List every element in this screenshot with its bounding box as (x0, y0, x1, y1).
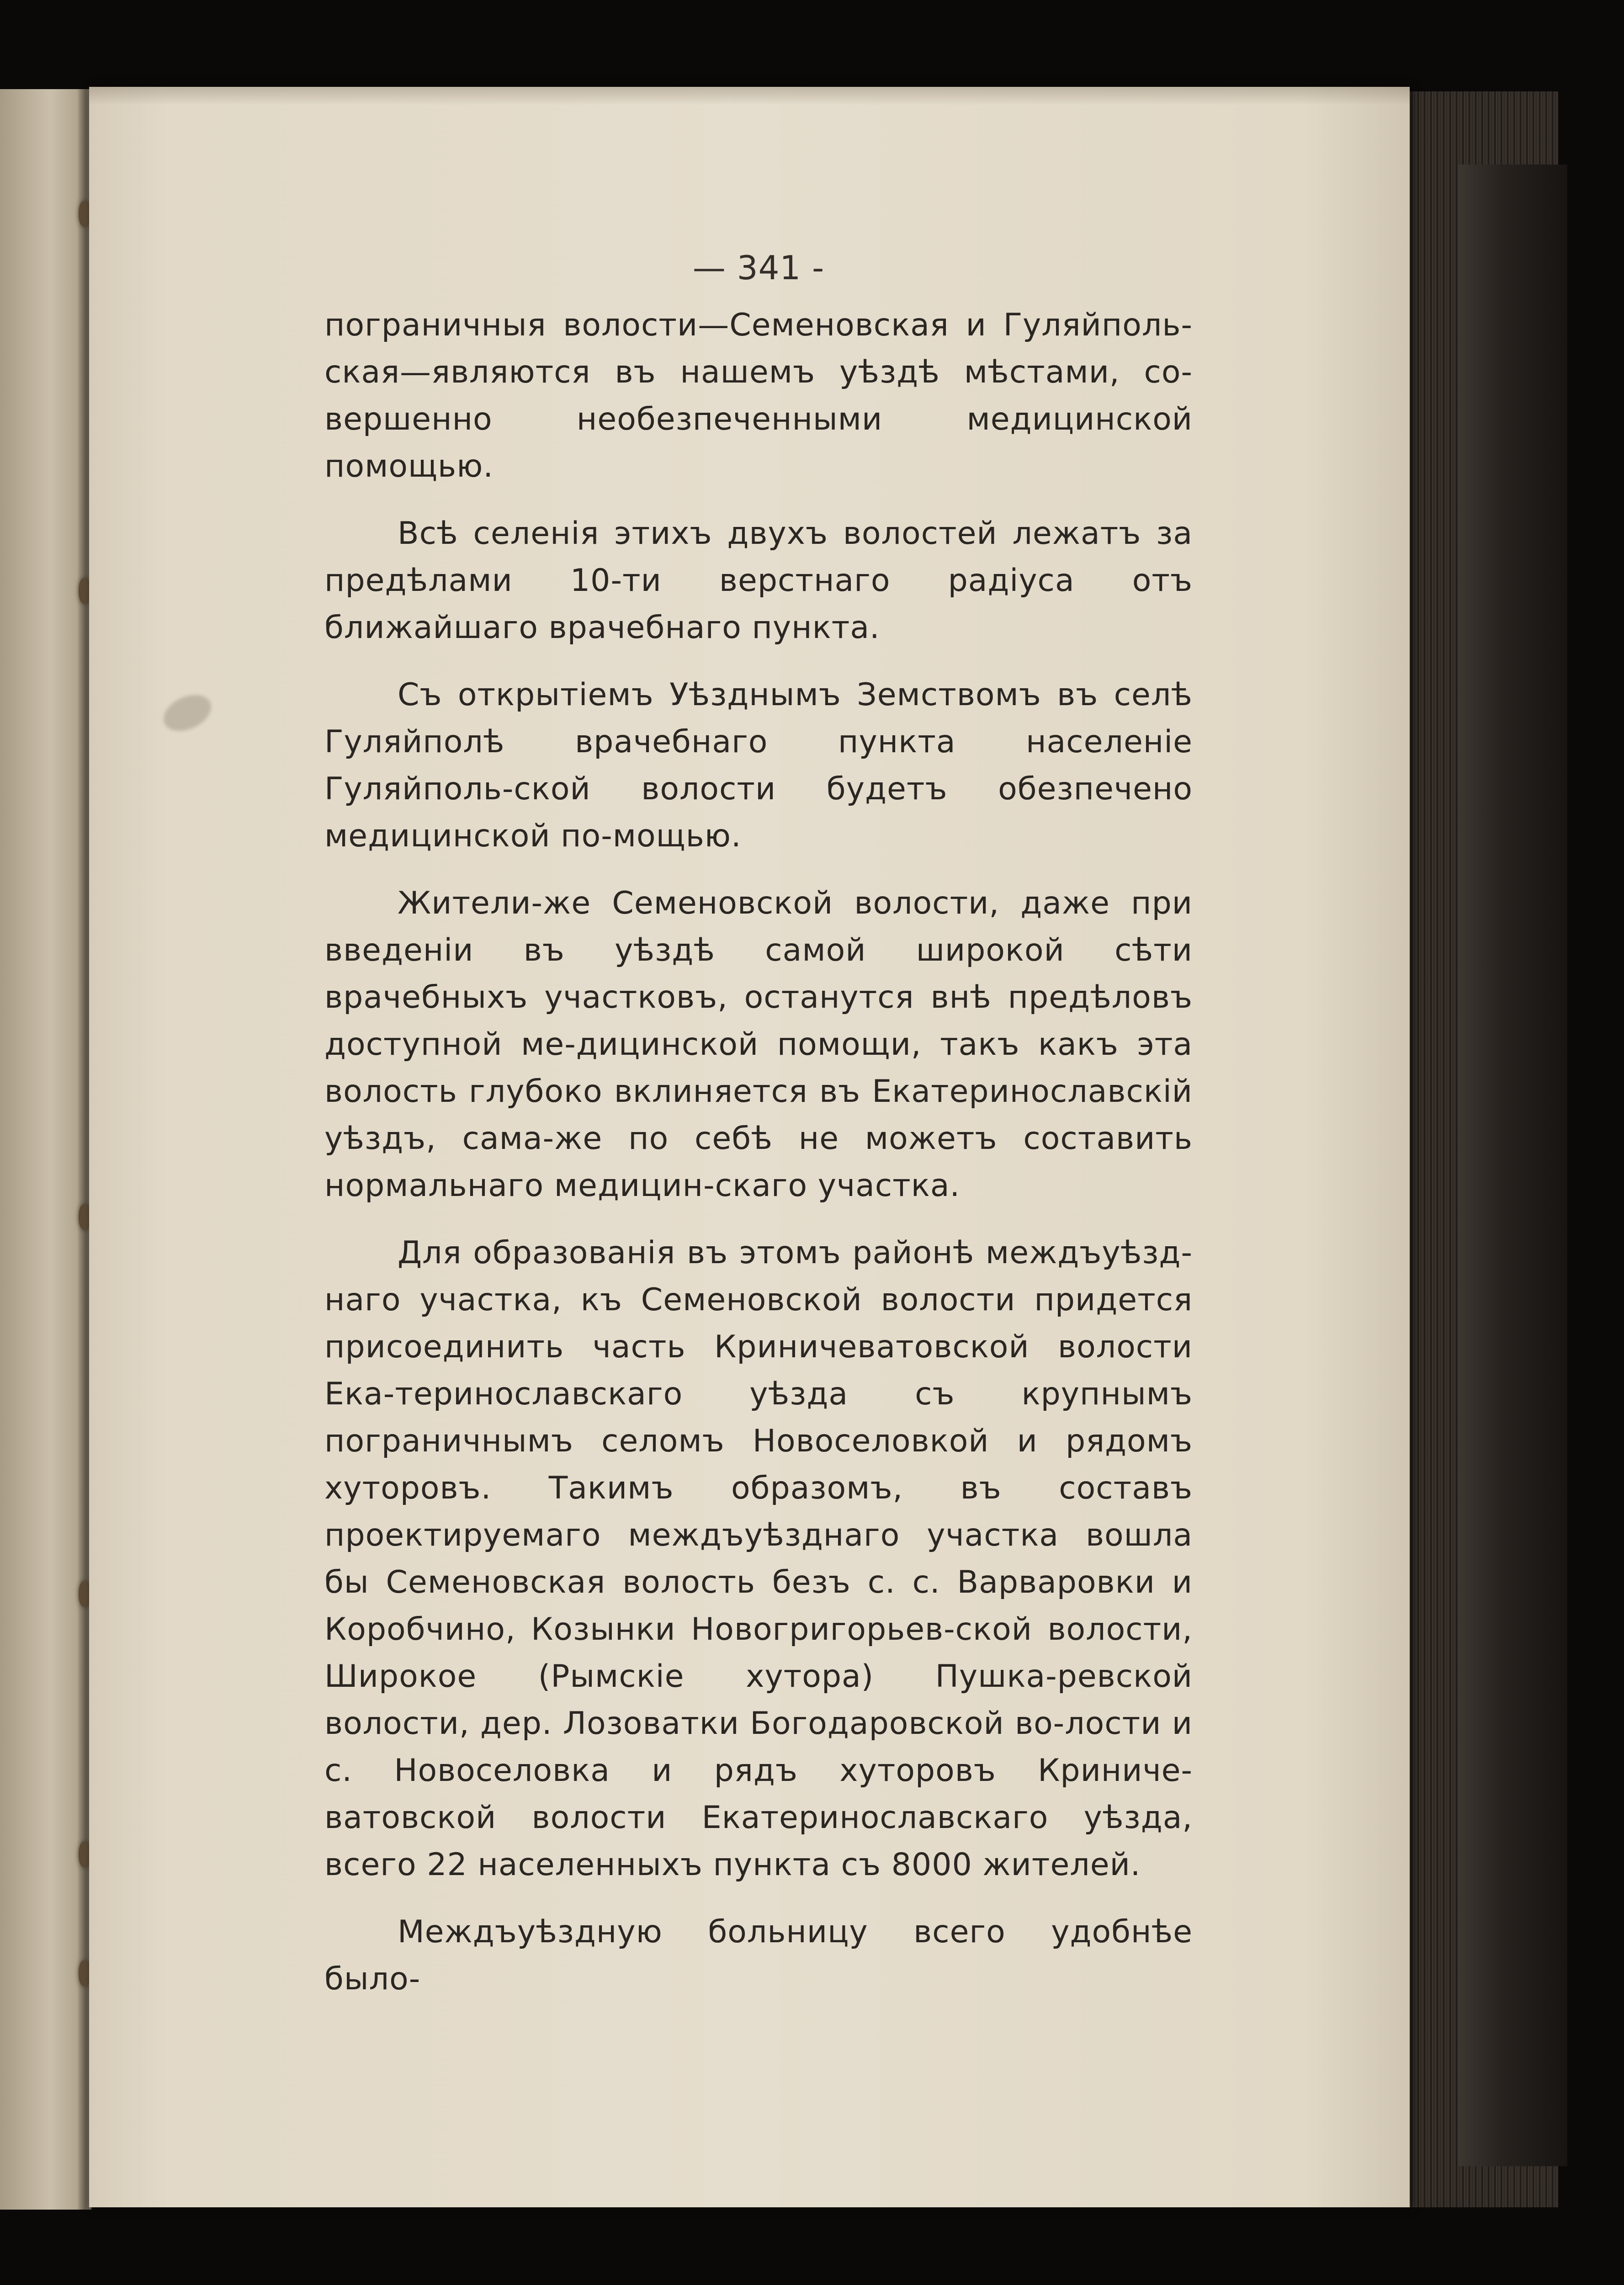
page-text (324, 244, 1193, 2023)
paragraph-4: Жители-же Семеновской волости, даже при введеніи въ уѣздѣ самой широкой сѣти врачебныхъ участковъ, останутся внѣ предѣловъ доступной ме-дицинской помощи, такъ какъ эта волость глубоко вклиняется въ Екатеринославскій уѣздъ, сама-же по себѣ не можетъ составить нормальнаго медицин-скаго участка. (324, 885, 1193, 1204)
paragraph-1: пограничныя волости—Семеновская и Гуляйполь-ская—являются въ нашемъ уѣздѣ мѣстами, со-вершенно необезпеченными медицинской помощью. (324, 307, 1193, 484)
book-cover-edge (1458, 165, 1567, 2166)
page-number: — 341 - (692, 249, 825, 287)
paragraph-3: Съ открытіемъ Уѣзднымъ Земствомъ въ селѣ Гуляйполѣ врачебнаго пункта населеніе Гуляйполь-ской волости будетъ обезпечено медицинской по-мощью. (324, 677, 1193, 854)
paragraph-2: Всѣ селенія этихъ двухъ волостей лежатъ за предѣлами 10-ти верстнаго радіуса отъ ближайшаго врачебнаго пункта. (324, 515, 1193, 646)
paragraph-5: Для образованія въ этомъ районѣ междъуѣзд-наго участка, къ Семеновской волости придется присоединить часть Криничеватовской волости Ека-теринославскаго уѣзда съ крупнымъ пограничнымъ селомъ Новоселовкой и рядомъ хуторовъ. Такимъ образомъ, въ составъ проектируемаго междъуѣзднаго участка вошла бы Семеновская волость безъ с. с. Варваровки и Коробчино, Козынки Новогригорьев-ской волости, Широкое (Рымскіе хутора) Пушка-ревской волости, дер. Лозоватки Богодаровской во-лости и с. Новоселовка и рядъ хуторовъ Криниче-ватовской волости Екатеринославскаго уѣзда, всего 22 населенныхъ пункта съ 8000 жителей. (324, 1235, 1193, 1883)
page-top-shadow (89, 87, 1410, 105)
paragraph-6: Междъуѣздную больницу всего удобнѣе было- (324, 1914, 1193, 1997)
